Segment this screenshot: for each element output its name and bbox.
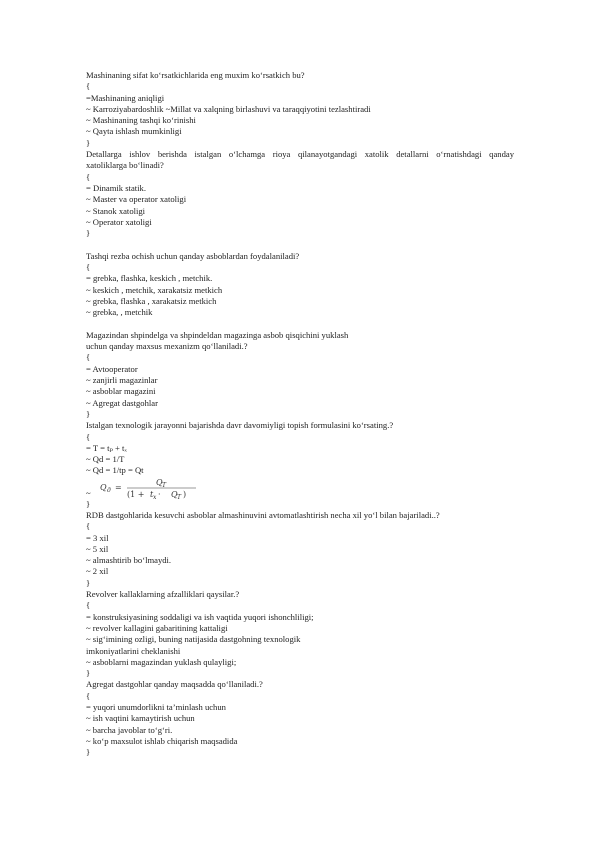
question-block-6 <box>86 510 514 589</box>
formula-equals: = <box>115 482 122 492</box>
formula-denominator-t-sub: x <box>153 493 157 501</box>
answer-option: ~ Qd = 1/T <box>86 454 125 465</box>
formula-lhs-sub: д <box>107 486 111 494</box>
open-brace: { <box>86 81 91 92</box>
open-brace: { <box>86 352 91 363</box>
answer-option: ~ Agregat dastgohlar <box>86 397 158 408</box>
question-text: Tashqi rezba ochish uchun qanday asboblardan foydalaniladi? <box>86 250 300 261</box>
open-brace: { <box>86 262 91 273</box>
close-brace: } <box>86 408 91 419</box>
answer-option: ~ grebka, flashka , xarakatsiz metkich <box>86 295 217 306</box>
answer-option: =Mashinaning aniqligi <box>86 92 165 103</box>
answer-prefix: ~ <box>86 487 91 498</box>
question-text: Revolver kallaklarning afzalliklari qaysilar.? <box>86 589 240 600</box>
answer-option: = konstruksiyasining soddaligi va ish vaqtida yuqori ishonchliligi; <box>86 611 314 622</box>
question-block-7 <box>86 589 514 679</box>
close-brace: } <box>86 137 91 148</box>
close-brace: } <box>86 668 91 679</box>
answer-option: ~ barcha javoblar to‘g‘ri. <box>86 724 173 735</box>
answer-option: ~ Qd = 1/tp = Qt <box>86 465 144 476</box>
answer-option: ~ 5 xil <box>86 543 109 554</box>
blank-line <box>86 239 514 250</box>
answer-option: ~ zanjirli magazinlar <box>86 375 158 386</box>
quiz-content <box>86 70 514 759</box>
open-brace: { <box>86 431 91 442</box>
answer-option: ~ almashtirib bo‘lmaydi. <box>86 555 172 566</box>
question-text: Magazindan shpindelga va shpindeldan magazinga asbob qisqichini yuklash <box>86 329 349 340</box>
question-block-3 <box>86 251 514 319</box>
question-block-5 <box>86 420 514 510</box>
open-brace: { <box>86 171 91 182</box>
formula-numerator: Q <box>156 477 163 487</box>
answer-option: ~ Mashinaning tashqi ko‘rinishi <box>86 115 196 126</box>
blank-line <box>86 319 514 330</box>
open-brace: { <box>86 600 91 611</box>
answer-option: = T = tₚ + tₓ <box>86 442 127 453</box>
answer-option: ~ Stanok xatoligi <box>86 205 146 216</box>
formula-denominator-open: (1 + <box>127 489 145 499</box>
formula-denominator-t: t <box>150 489 154 499</box>
question-text-continued: xatoliklarga bo‘linadi? <box>86 160 164 171</box>
answer-option: ~ 2 xil <box>86 566 109 577</box>
answer-option: ~ Qayta ishlash mumkinligi <box>86 126 182 137</box>
question-text-continued: uchun qanday maxsus mexanizm qo‘llaniladi.? <box>86 341 248 352</box>
formula-denominator-q: Q <box>171 489 178 499</box>
answer-option: = yuqori unumdorlikni ta’minlash uchun <box>86 702 226 713</box>
question-block-8 <box>86 679 514 758</box>
close-brace: } <box>86 577 91 588</box>
answer-option: = Dinamik statik. <box>86 182 146 193</box>
answer-option: ~ ish vaqtini kamaytirish uchun <box>86 713 195 724</box>
question-text: RDB dastgohlarida kesuvchi asboblar almashinuvini avtomatlashtirish necha xil yo‘l bilan bajariladi..? <box>86 509 440 520</box>
question-block-1 <box>86 70 514 149</box>
answer-option: ~ grebka, , metchik <box>86 307 153 318</box>
formula-answer <box>86 477 514 499</box>
formula-numerator-sub: T <box>162 481 167 489</box>
question-text: Istalgan texnologik jarayonni bajarishda davr davomiyligi topish formulasini ko‘rsating.? <box>86 420 394 431</box>
answer-option: = Avtooperator <box>86 363 138 374</box>
question-text: Detallarga ishlov berishda istalgan o‘lchamga rioya qilanayotgandagi xatolik detallarni o‘rnatishdagi qanday <box>86 149 514 160</box>
answer-option: ~ sig‘imining ozligi, buning natijasida dastgohning texnologik <box>86 634 301 645</box>
formula-denominator-q-sub: T <box>177 493 182 501</box>
answer-option-continued: imkoniyatlarini cheklanishi <box>86 645 181 656</box>
answer-option: ~ Master va operator xatoligi <box>86 194 187 205</box>
answer-option: ~ revolver kallagini gabaritining kattaligi <box>86 622 228 633</box>
answer-option: ~ asboblarni magazindan yuklash qulayligi; <box>86 656 237 667</box>
formula-denominator-dot: · <box>158 489 161 499</box>
formula-denominator-close: ) <box>183 489 187 499</box>
answer-option: ~ asboblar magazini <box>86 386 156 397</box>
question-text: Agregat dastgohlar qanday maqsadda qo‘llaniladi.? <box>86 679 263 690</box>
question-block-4 <box>86 330 514 420</box>
close-brace: } <box>86 747 91 758</box>
question-text: Mashinaning sifat ko‘rsatkichlarida eng muxim ko‘rsatkich bu? <box>86 70 305 80</box>
formula-lhs: Q <box>100 482 107 492</box>
answer-option: ~ ko‘p maxsulot ishlab chiqarish maqsadida <box>86 735 238 746</box>
answer-option: ~ Karroziyabardoshlik ~Millat va xalqning birlashuvi va taraqqiyotini tezlashtiradi <box>86 103 371 114</box>
formula-image <box>100 477 210 501</box>
close-brace: } <box>86 228 91 239</box>
open-brace: { <box>86 521 91 532</box>
open-brace: { <box>86 690 91 701</box>
answer-option: ~ Operator xatoligi <box>86 216 152 227</box>
answer-option: = grebka, flashka, keskich , metchik. <box>86 273 213 284</box>
question-block-2 <box>86 149 514 239</box>
answer-option: = 3 xil <box>86 532 109 543</box>
close-brace: } <box>86 498 91 509</box>
answer-option: ~ keskich , metchik, xarakatsiz metkich <box>86 284 223 295</box>
